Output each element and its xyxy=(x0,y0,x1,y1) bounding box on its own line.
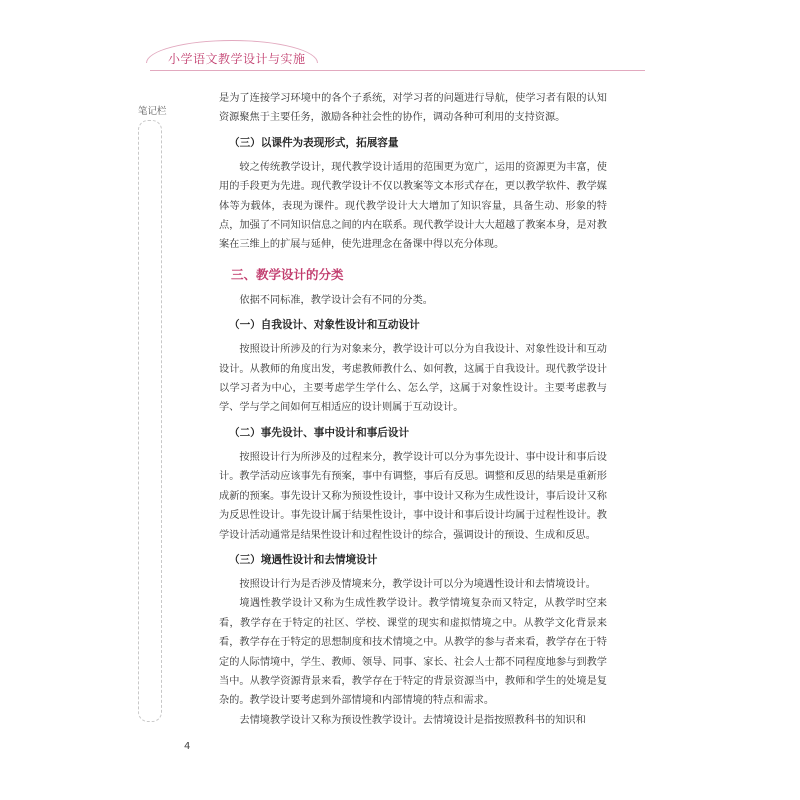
subsection-heading: （一）自我设计、对象性设计和互动设计 xyxy=(229,319,420,332)
subsection-heading: （二）事先设计、事中设计和事后设计 xyxy=(229,426,410,439)
running-header-title: 小学语文教学设计与实施 xyxy=(168,52,306,66)
notes-column-box xyxy=(138,120,162,722)
notes-column-label: 笔记栏 xyxy=(138,106,167,117)
paragraph: 较之传统教学设计，现代教学设计适用的范围更为宽广，运用的资源更为丰富，使用的手段更为先进。现代教学设计不仅以教案等文本形式存在，更以教学软件、教学媒体等为载体，表现为课件。现代教学设计大大增加了知识容量，具备生动、形象的特点，加强了不同知识信息之间的内在联系。现代教学设计大大超越了教案本身，是对教案在三维上的扩展与延伸，使先进理念在备课中得以充分体现。 xyxy=(219,161,607,251)
page-number: 4 xyxy=(184,741,191,752)
paragraph: 按照设计所涉及的行为对象来分，教学设计可以分为自我设计、对象性设计和互动设计。从教师的角度出发，考虑教师教什么、如何教，这属于自我设计。现代教学设计以学习者为中心，主要考虑学生学什么、怎么学，这属于对象性设计。主要考虑教与学、学与学之间如何互相适应的设计则属于互动设计。 xyxy=(219,344,607,414)
subsection-heading: （三）以课件为表现形式，拓展容量 xyxy=(229,136,399,149)
section-heading: 三、教学设计的分类 xyxy=(231,266,344,282)
paragraph: 按照设计行为是否涉及情境来分，教学设计可以分为境遇性设计和去情境设计。 xyxy=(239,578,596,590)
paragraph: 境遇性教学设计又称为生成性教学设计。教学情境复杂而又特定，从教学时空来看，教学存在于特定的社区、学校、课堂的现实和虚拟情境之中。从教学文化背景来看，教学存在于特定的思想制度和技术情境之中。从教学的参与者来看，教学存在于特定的人际情境中，学生、教师、领导、同事、家长、社会人士都不同程度地参与到教学当中。从教学资源背景来看，教学存在于特定的背景资源当中，教师和学生的处境是复杂的。教学设计要考虑到外部情境和内部情境的特点和需求。 xyxy=(219,598,607,707)
paragraph: 去情境教学设计又称为预设性教学设计。去情境设计是指按照教科书的知识和 xyxy=(239,714,586,726)
header-rule xyxy=(150,70,645,71)
subsection-heading: （三）境遇性设计和去情境设计 xyxy=(229,553,378,566)
paragraph: 按照设计行为所涉及的过程来分，教学设计可以分为事先设计、事中设计和事后设计。教学活动应该事先有预案，事中有调整，事后有反思。调整和反思的结果是重新形成新的预案。事先设计又称为预设性设计，事中设计又称为生成性设计，事后设计又称为反思性设计。事先设计属于结果性设计，事中设计和事后设计均属于过程性设计。教学设计活动通常是结果性设计和过程性设计的综合，强调设计的预设、生成和反思。 xyxy=(219,451,607,541)
page-body xyxy=(219,89,607,730)
paragraph: 是为了连接学习环境中的各个子系统，对学习者的问题进行导航，使学习者有限的认知资源聚焦于主要任务，激励各种社会性的协作，调动各种可利用的支持资源。 xyxy=(219,93,607,124)
paragraph: 依据不同标准，教学设计会有不同的分类。 xyxy=(239,294,433,306)
